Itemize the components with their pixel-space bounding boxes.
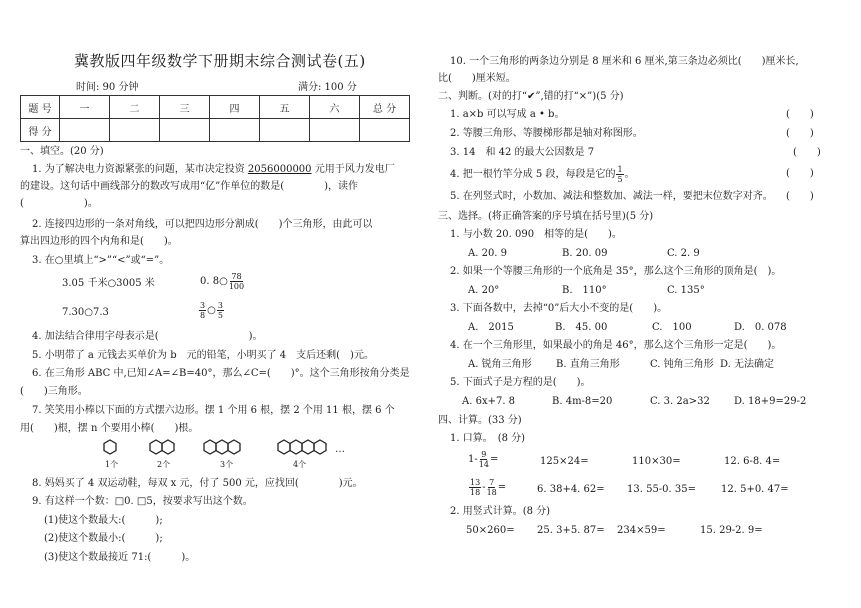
judge-3: 3. 14 和 42 的最大公因数是 7 bbox=[450, 147, 595, 158]
choice-4-option-d[interactable]: D. 无法确定 bbox=[720, 359, 775, 370]
fraction bbox=[487, 478, 497, 497]
calc-1-item-1 bbox=[468, 450, 498, 469]
calc-text: = bbox=[489, 454, 499, 465]
score-table bbox=[20, 95, 410, 142]
denominator: 14 bbox=[478, 460, 489, 469]
q1-text: 1. 为了解决电力资源紧张的问题，某市决定投资 bbox=[32, 164, 248, 175]
calc-2-item-2: 25. 3+5. 87= bbox=[537, 525, 605, 536]
question-4: 4. 加法结合律用字母表示是( )。 bbox=[32, 331, 263, 342]
choice-5-option-d[interactable]: D. 18+9=29-2 bbox=[734, 396, 807, 407]
section-4-heading: 四、计算。(33 分) bbox=[438, 415, 522, 426]
question-1-line1 bbox=[32, 163, 395, 177]
score-cell: 二 bbox=[110, 96, 160, 119]
question-9: 9. 有这样一个数：□0. □5，按要求写出这个数。 bbox=[32, 496, 253, 507]
calc-1-item-6: 6. 38+4. 62= bbox=[537, 484, 605, 495]
score-cell: 六 bbox=[310, 96, 360, 119]
fraction bbox=[217, 301, 224, 320]
calc-2-item-3: 234×59= bbox=[617, 525, 666, 536]
hexagon-ellipsis: … bbox=[335, 444, 345, 455]
choice-5-option-c[interactable]: C. 3. 2a>32 bbox=[650, 396, 710, 407]
question-3-d bbox=[198, 301, 225, 320]
question-3: 3. 在○里填上“>”“<”或“=”。 bbox=[32, 255, 170, 266]
calc-1-item-5 bbox=[468, 478, 506, 497]
choice-4-option-c[interactable]: C. 钝角三角形 bbox=[650, 359, 714, 370]
hexagon-shape bbox=[290, 440, 302, 454]
q3-b-text: 0. 8○ bbox=[200, 276, 228, 287]
choice-5-option-b[interactable]: B. 4m-8=20 bbox=[552, 396, 613, 407]
calc-1-item-2: 125×24= bbox=[540, 456, 589, 467]
calc-1-item-3: 110×30= bbox=[632, 456, 681, 467]
denominator: 18 bbox=[486, 488, 497, 497]
choice-1-option-a[interactable]: A. 20. 9 bbox=[468, 248, 508, 259]
score-entry-cell[interactable] bbox=[310, 119, 360, 142]
question-9-part-3: (3)使这个数最接近 71:( )。 bbox=[44, 552, 196, 563]
question-7-line2: 用( )根，摆 n 个要用小棒( )根。 bbox=[20, 423, 199, 434]
exam-time: 时间: 90 分钟 bbox=[76, 82, 139, 93]
numerator: 3 bbox=[217, 301, 223, 310]
score-entry-cell[interactable] bbox=[60, 119, 110, 142]
question-7-line1: 7. 笑笑用小棒以下面的方式摆六边形。摆 1 个用 6 根，摆 2 个用 11 根，摆 6 个 bbox=[32, 405, 395, 416]
score-entry-cell[interactable] bbox=[260, 119, 310, 142]
choice-1-option-b[interactable]: B. 20. 09 bbox=[562, 248, 608, 259]
choice-3-option-b[interactable]: B. 45. 00 bbox=[555, 322, 608, 333]
calc-text: = bbox=[497, 482, 507, 493]
denominator: 8 bbox=[200, 311, 206, 320]
score-cell: 总 分 bbox=[360, 96, 410, 119]
calc-2-heading: 2. 用竖式计算。(8 分) bbox=[450, 506, 551, 517]
question-3-a: 3.05 千米○3005 米 bbox=[62, 278, 155, 289]
question-8: 8. 妈妈买了 4 双运动鞋，每双 x 元，付了 500 元，应找回( )元。 bbox=[32, 478, 363, 489]
choice-4: 4. 在一个三角形里，如果最小的角是 46°，那么这个三角形一定是( )。 bbox=[450, 340, 782, 351]
question-3-b bbox=[200, 272, 245, 291]
choice-2: 2. 如果一个等腰三角形的一个底角是 35°，那么这个三角形的顶角是( )。 bbox=[450, 266, 782, 277]
question-6-line2: ( )三角形。 bbox=[20, 386, 88, 397]
question-9-part-2: (2)使这个数最小:( ); bbox=[44, 533, 163, 544]
judge-5: 5. 在列竖式时，小数加、减法和整数加、减法一样，要把末位数字对齐。 bbox=[450, 191, 773, 202]
hexagon-label-4: 4个 bbox=[293, 460, 307, 469]
calc-2-item-4: 15. 29-2. 9= bbox=[700, 525, 763, 536]
judge-3-answer[interactable]: ( ) bbox=[793, 147, 821, 158]
calc-2-item-1: 50×260= bbox=[466, 525, 515, 536]
hexagon-shape bbox=[104, 440, 116, 454]
score-cell: 四 bbox=[210, 96, 260, 119]
question-10-line1: 10. 一个三角形的两条边分别是 8 厘米和 6 厘米,第三条边必须比( )厘米长, bbox=[450, 56, 799, 67]
judge-4-answer[interactable]: ( ) bbox=[786, 168, 814, 179]
denominator: 18 bbox=[470, 488, 481, 497]
question-1-line2: 的建设。这句话中画线部分的数改写成用“亿”作单位的数是( )，读作 bbox=[20, 181, 359, 192]
page-title: 冀教版四年级数学下册期末综合测试卷(五) bbox=[74, 52, 366, 70]
section-2-heading: 二、判断。(对的打“✔”,错的打“×”)(5 分) bbox=[438, 91, 624, 102]
fraction bbox=[469, 478, 481, 497]
question-2-line2: 算出四边形的四个内角和是( )。 bbox=[20, 236, 178, 247]
denominator: 100 bbox=[228, 282, 245, 291]
choice-3-option-a[interactable]: A. 2015 bbox=[468, 322, 514, 333]
hexagon-label-2: 2个 bbox=[157, 460, 171, 469]
calc-1-item-7: 13. 55-0. 35= bbox=[627, 484, 697, 495]
score-table-header-row bbox=[21, 96, 410, 119]
judge-2-answer[interactable]: ( ) bbox=[786, 128, 814, 139]
hexagon-shape bbox=[162, 440, 174, 454]
judge-5-answer[interactable]: ( ) bbox=[786, 191, 814, 202]
score-entry-cell[interactable] bbox=[210, 119, 260, 142]
score-cell: 五 bbox=[260, 96, 310, 119]
exam-total-score: 满分: 100 分 bbox=[298, 82, 357, 93]
numerator: 1 bbox=[617, 165, 623, 174]
question-9-part-1: (1)使这个数最大:( ); bbox=[44, 515, 163, 526]
numerator: 13 bbox=[470, 478, 481, 487]
q1-underlined-number: 2056000000 bbox=[247, 164, 312, 175]
question-1-line3: ( )。 bbox=[20, 198, 98, 209]
score-entry-cell[interactable] bbox=[160, 119, 210, 142]
hexagon-shape bbox=[228, 440, 240, 454]
score-cell: 一 bbox=[60, 96, 110, 119]
section-1-heading: 一、填空。(20 分) bbox=[20, 146, 104, 157]
score-cell: 题 号 bbox=[21, 96, 60, 119]
judge-4-text: 。 bbox=[624, 169, 635, 180]
question-3-c: 7.30○7.3 bbox=[62, 307, 109, 318]
fraction bbox=[479, 450, 489, 469]
hexagon-shape bbox=[278, 440, 290, 454]
choice-3-option-d[interactable]: D. 0. 078 bbox=[734, 322, 787, 333]
numerator: 7 bbox=[489, 478, 495, 487]
denominator: 5 bbox=[217, 311, 223, 320]
judge-4 bbox=[450, 165, 635, 184]
score-entry-cell[interactable] bbox=[360, 119, 410, 142]
calc-text: 1- bbox=[468, 454, 478, 465]
choice-1-option-c[interactable]: C. 2. 9 bbox=[667, 248, 700, 259]
judge-1: 1. a×b 可以写成 a • b。 bbox=[450, 109, 565, 120]
denominator: 5 bbox=[617, 175, 623, 184]
score-table-score-row bbox=[21, 119, 410, 142]
numerator: 3 bbox=[200, 301, 206, 310]
choice-4-option-b[interactable]: B. 直角三角形 bbox=[556, 359, 620, 370]
numerator: 9 bbox=[481, 450, 487, 459]
choice-2-option-c[interactable]: C. 135° bbox=[667, 285, 705, 296]
choice-2-option-a[interactable]: A. 20° bbox=[468, 285, 500, 296]
calc-1-heading: 1. 口算。 (8 分) bbox=[450, 433, 526, 444]
question-5: 5. 小明带了 a 元钱去买单价为 b 元的铅笔，小明买了 4 支后还剩( )元。 bbox=[32, 350, 374, 361]
choice-5-option-a[interactable]: A. 6x+7. 8 bbox=[462, 396, 516, 407]
fraction bbox=[616, 165, 623, 184]
choice-4-option-a[interactable]: A. 锐角三角形 bbox=[468, 359, 532, 370]
score-cell: 三 bbox=[160, 96, 210, 119]
judge-2: 2. 等腰三角形、等腰梯形都是轴对称图形。 bbox=[450, 128, 643, 139]
fraction bbox=[229, 272, 244, 291]
section-3-heading: 三、选择。(将正确答案的序号填在括号里)(5 分) bbox=[438, 211, 654, 222]
compare-circle: ○ bbox=[207, 305, 216, 316]
choice-3: 3. 下面各数中，去掉“0”后大小不变的是( )。 bbox=[450, 303, 668, 314]
hexagon-shape bbox=[216, 440, 228, 454]
choice-3-option-c[interactable]: C. 100 bbox=[652, 322, 692, 333]
choice-2-option-b[interactable]: B. 110° bbox=[562, 285, 607, 296]
hexagon-shape bbox=[150, 440, 162, 454]
hexagon-label-1: 1个 bbox=[105, 460, 119, 469]
hexagon-shape bbox=[204, 440, 216, 454]
question-2-line1: 2. 连接四边形的一条对角线，可以把四边形分割成( )个三角形，由此可以 bbox=[32, 219, 373, 230]
score-cell: 得 分 bbox=[21, 119, 60, 142]
question-10-line2: 比( )厘米短。 bbox=[438, 73, 516, 84]
judge-1-answer[interactable]: ( ) bbox=[786, 109, 814, 120]
q1-text: 元用于风力发电厂 bbox=[311, 164, 395, 175]
calc-1-item-4: 12. 6-8. 4= bbox=[724, 456, 781, 467]
judge-4-text: 4. 把一根竹竿分成 5 段，每段是它的 bbox=[450, 169, 616, 180]
numerator: 78 bbox=[231, 272, 242, 281]
hexagon-shape bbox=[314, 440, 326, 454]
score-entry-cell[interactable] bbox=[110, 119, 160, 142]
fraction bbox=[199, 301, 206, 320]
calc-text: - bbox=[482, 482, 486, 493]
calc-1-item-8: 12. 5+0. 47= bbox=[721, 484, 789, 495]
hexagon-shape bbox=[302, 440, 314, 454]
choice-1: 1. 与小数 20. 090 相等的是( )。 bbox=[450, 229, 622, 240]
hexagon-label-3: 3个 bbox=[220, 460, 234, 469]
choice-5: 5. 下面式子是方程的是( )。 bbox=[450, 377, 591, 388]
question-6-line1: 6. 在三角形 ABC 中,已知∠A=∠B=40°，那么∠C=( )°。这个三角形按角分类是 bbox=[32, 368, 410, 379]
